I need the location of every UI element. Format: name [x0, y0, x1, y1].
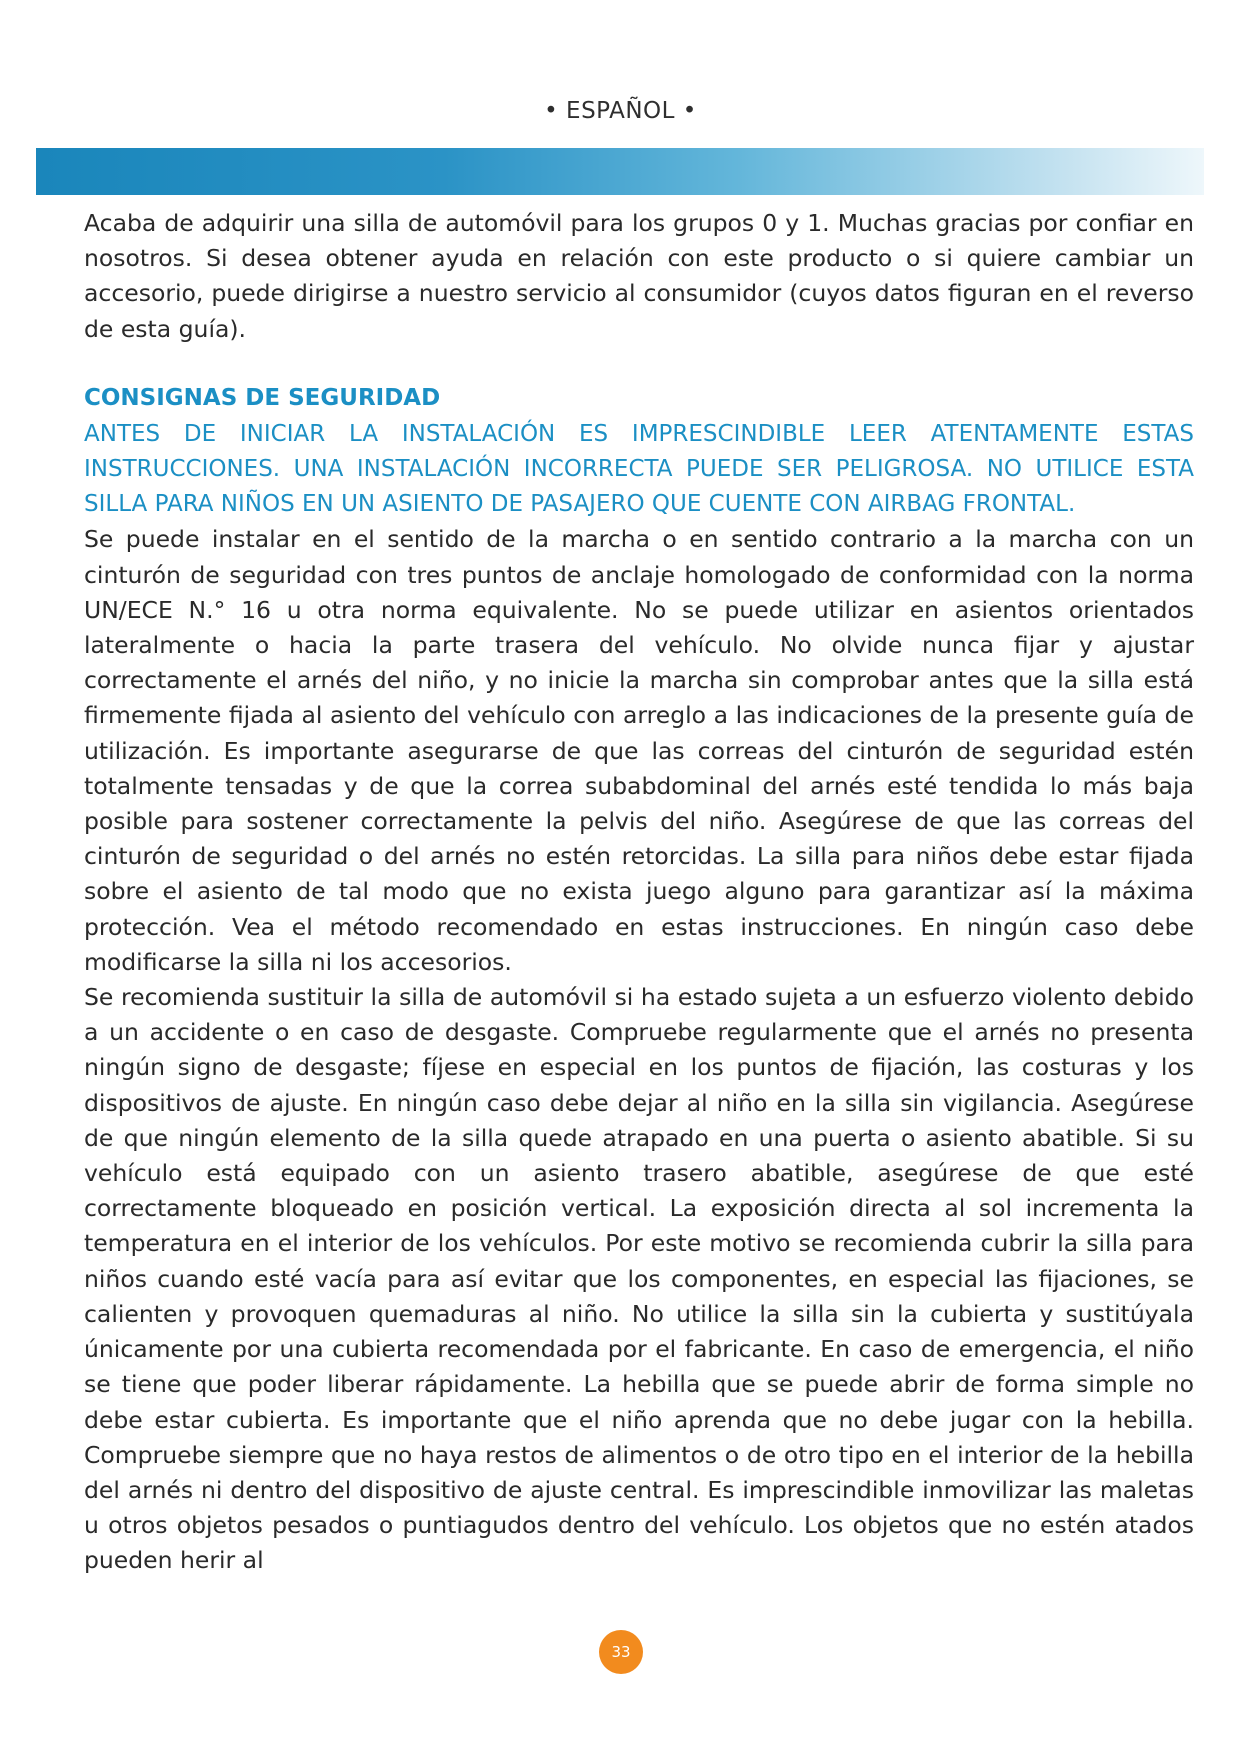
safety-paragraph-1: Se puede instalar en el sentido de la marcha o en sentido contrario a la marcha con un cinturón de seguridad con tres puntos de anclaje homologado de conformidad con la norma UN/ECE N.° 16 u otra norma equivalente. No se puede utilizar en asientos orientados lateralmente o hacia la parte trasera del vehículo. No olvide nunca fijar y ajustar correctamente el arnés del niño, y no inicie la marcha sin comprobar antes que la silla está firmemente fijada al asiento del vehículo con arreglo a las indicaciones de la presente guía de utilización. Es importante asegurarse de que las correas del cinturón de seguridad estén totalmente tensadas y de que la correa subabdominal del arnés esté tendida lo más baja posible para sostener correctamente la pelvis del niño. Asegúrese de que las correas del cinturón de seguridad o del arnés no estén retorcidas. La silla para niños debe estar fijada sobre el asiento de tal modo que no exista juego alguno para garantizar así la máxima protección. Vea el método recomendado en estas instrucciones. En ningún caso debe modificarse la silla ni los accesorios. — [84, 525, 1194, 976]
language-header: • ESPAÑOL • — [544, 98, 697, 124]
safety-warning: ANTES DE INICIAR LA INSTALACIÓN ES IMPRESCINDIBLE LEER ATENTAMENTE ESTAS INSTRUCCIONES. UNA INSTALACIÓN INCORRECTA PUEDE SER PELIGROSA. NO UTILICE ESTA SILLA PARA NIÑOS EN UN ASIENTO DE PASAJERO QUE CUENTE CON AIRBAG FRONTAL. — [84, 420, 1194, 518]
page-content — [84, 206, 1194, 1579]
section-title: CONSIGNAS DE SEGURIDAD — [84, 384, 441, 411]
header-gradient-bar — [36, 148, 1204, 195]
intro-paragraph: Acaba de adquirir una silla de automóvil para los grupos 0 y 1. Muchas gracias por confiar en nosotros. Si desea obtener ayuda en relación con este producto o si quiere cambiar un accesorio, puede dirigirse a nuestro servicio al consumidor (cuyos datos figuran en el reverso de esta guía). — [84, 209, 1194, 343]
safety-paragraph-2: Se recomienda sustituir la silla de automóvil si ha estado sujeta a un esfuerzo violento debido a un accidente o en caso de desgaste. Compruebe regularmente que el arnés no presenta ningún signo de desgaste; fíjese en especial en los puntos de fijación, las costuras y los dispositivos de ajuste. En ningún caso debe dejar al niño en la silla sin vigilancia. Asegúrese de que ningún elemento de la silla quede atrapado en una puerta o asiento abatible. Si su vehículo está equipado con un asiento trasero abatible, asegúrese de que esté correctamente bloqueado en posición vertical. La exposición directa al sol incrementa la temperatura en el interior de los vehículos. Por este motivo se recomienda cubrir la silla para niños cuando esté vacía para así evitar que los componentes, en especial las fijaciones, se calienten y provoquen quemaduras al niño. No utilice la silla sin la cubierta y sustitúyala únicamente por una cubierta recomendada por el fabricante. En caso de emergencia, el niño se tiene que poder liberar rápidamente. La hebilla que se puede abrir de forma simple no debe estar cubierta. Es importante que el niño aprenda que no debe jugar con la hebilla. Compruebe siempre que no haya restos de alimentos o de otro tipo en el interior de la hebilla del arnés ni dentro del dispositivo de ajuste central. Es imprescindible inmovilizar las maletas u otros objetos pesados o puntiagudos dentro del vehículo. Los objetos que no estén atados pueden herir al — [84, 983, 1194, 1575]
page-number-badge: 33 — [599, 1630, 643, 1674]
